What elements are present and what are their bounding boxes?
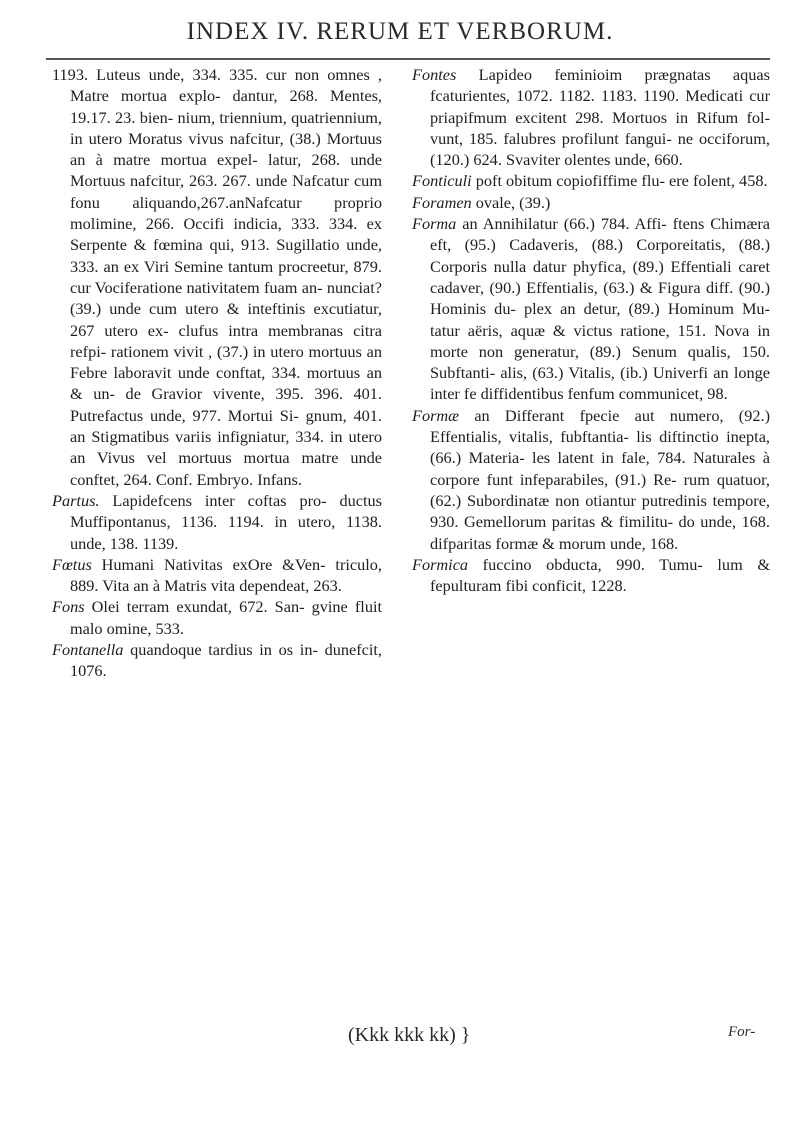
entry-headword: Formæ xyxy=(412,405,460,425)
index-entry xyxy=(52,639,382,682)
entry-text: an Annihilatur (66.) 784. Affi- ftens Chimæra eft, (95.) Cadaveris, (88.) Corporeitatis, (88.) Corporis nulla datur phyfica, (89.) Effentiali caret cadaver, (90.) Effentialis, (63.) & Figura diff. (90.) Hominis du- plex an detur, (89.) Hominum Mu- tatur aëris, aquæ & victus ratione, 151. Nova in morte non generatur, (89.) Senum qualis, 150. Subftanti- alis, (63.) Vitalis, (ib.) Univerfi an longe inter fe diffidentibus fenfum communicet, 98. xyxy=(430,214,770,404)
entry-headword: Forma xyxy=(412,214,457,234)
entry-headword: Fontanella xyxy=(52,640,124,660)
entry-headword: Fons xyxy=(52,597,85,617)
index-entry xyxy=(412,64,770,170)
page-header: INDEX IV. RERUM ET VERBORUM. xyxy=(186,18,614,45)
index-entry xyxy=(412,213,770,405)
entry-text: 1193. Luteus unde, 334. 335. cur non omnes , Matre mortua explo- dantur, 268. Mentes, 19.17. 23. bien- nium, triennium, quatriennium, in utero Moratus vivus nafcitur, (38.) Mortuus an à matre mortua expel- latur, 268. unde Mortuus nafcitur, 263. 267. unde Nafcatur cum fonu aliquando,267.anNafcatur proprio molimine, 266. Occifi indicia, 333. 334. ex Serpente & fœmina qui, 913. Sugillatio unde, 333. an ex Viri Semine tantum procreetur, 879. cur Vociferatione nativitatem fuam an- nunciat? (39.) unde cum utero & inteftinis excutiatur, 267 utero ex- clufus intra membranas citra refpi- rationem vivit , (37.) in utero mortuus an Febre laboravit unde conftat, 334. mortuus an & un- de Gravior vivente, 395. 396. 401. Putrefactus unde, 977. Mortui Si- gnum, 401. an Stigmatibus variis infigniatur, 334. in utero an Vivus vel mortuus mortua matre unde conftet, 264. Conf. Embryo. Infans. xyxy=(52,65,382,489)
entry-text: an Differant fpecie aut numero, (92.) Effentialis, vitalis, fubftantia- lis diftinctio inepta, (66.) Materia- les latent in fale, 784. Naturales à corpore funt infeparabiles, (91.) Re- rum quatuor, (62.) Subordinatæ non otiantur putredinis tempore, 930. Gemellorum paritas & fimilitu- do unde, 168. difparitas formæ & morum unde, 168. xyxy=(430,405,770,553)
entry-text: ovale, (39.) xyxy=(475,192,551,212)
signature-mark: (Kkk kkk kk) } xyxy=(348,1024,471,1046)
entry-headword: Foramen xyxy=(412,192,472,212)
index-entry xyxy=(52,554,382,597)
entry-text: Humani Nativitas exOre &Ven- triculo, 889. Vita an à Matris vita dependeat, 263. xyxy=(70,554,382,596)
entry-headword: Fœtus xyxy=(52,554,92,574)
index-entry xyxy=(412,170,770,191)
entry-text: Lapideo feminioim prægnatas aquas fcaturientes, 1072. 1182. 1183. 1190. Medicati cur priapifmum excitent 298. Mortuos in Rifum fol- vunt, 185. falubres profilunt fangui- ne occiforum, (120.) 624. Svaviter olentes unde, 660. xyxy=(430,65,770,170)
entry-text: fuccino obducta, 990. Tumu- lum & fepulturam fibi conficit, 1228. xyxy=(430,554,770,596)
entry-headword: Fonticuli xyxy=(412,171,472,191)
index-entry xyxy=(412,405,770,554)
right-column xyxy=(412,64,770,596)
entry-text: Lapidefcens inter coftas pro- ductus Muffipontanus, 1136. 1194. in utero, 1138. unde, 138. 1139. xyxy=(70,490,382,553)
index-entry xyxy=(52,64,382,490)
left-column xyxy=(52,64,382,682)
entry-headword: Fontes xyxy=(412,65,457,84)
index-entry xyxy=(412,554,770,597)
entry-headword: Formica xyxy=(412,554,469,574)
entry-headword: Partus. xyxy=(52,490,100,510)
entry-text: Olei terram exundat, 672. San- gvine fluit malo omine, 533. xyxy=(70,597,383,638)
index-entry xyxy=(52,490,382,554)
index-entry xyxy=(52,596,382,639)
entry-text: poft obitum copiofiffime flu- ere folent, 458. xyxy=(475,171,768,191)
header-rule xyxy=(46,58,770,60)
index-entry xyxy=(412,192,770,213)
catchword: For- xyxy=(728,1024,756,1040)
entry-text: quandoque tardius in os in- dunefcit, 1076. xyxy=(70,640,382,681)
